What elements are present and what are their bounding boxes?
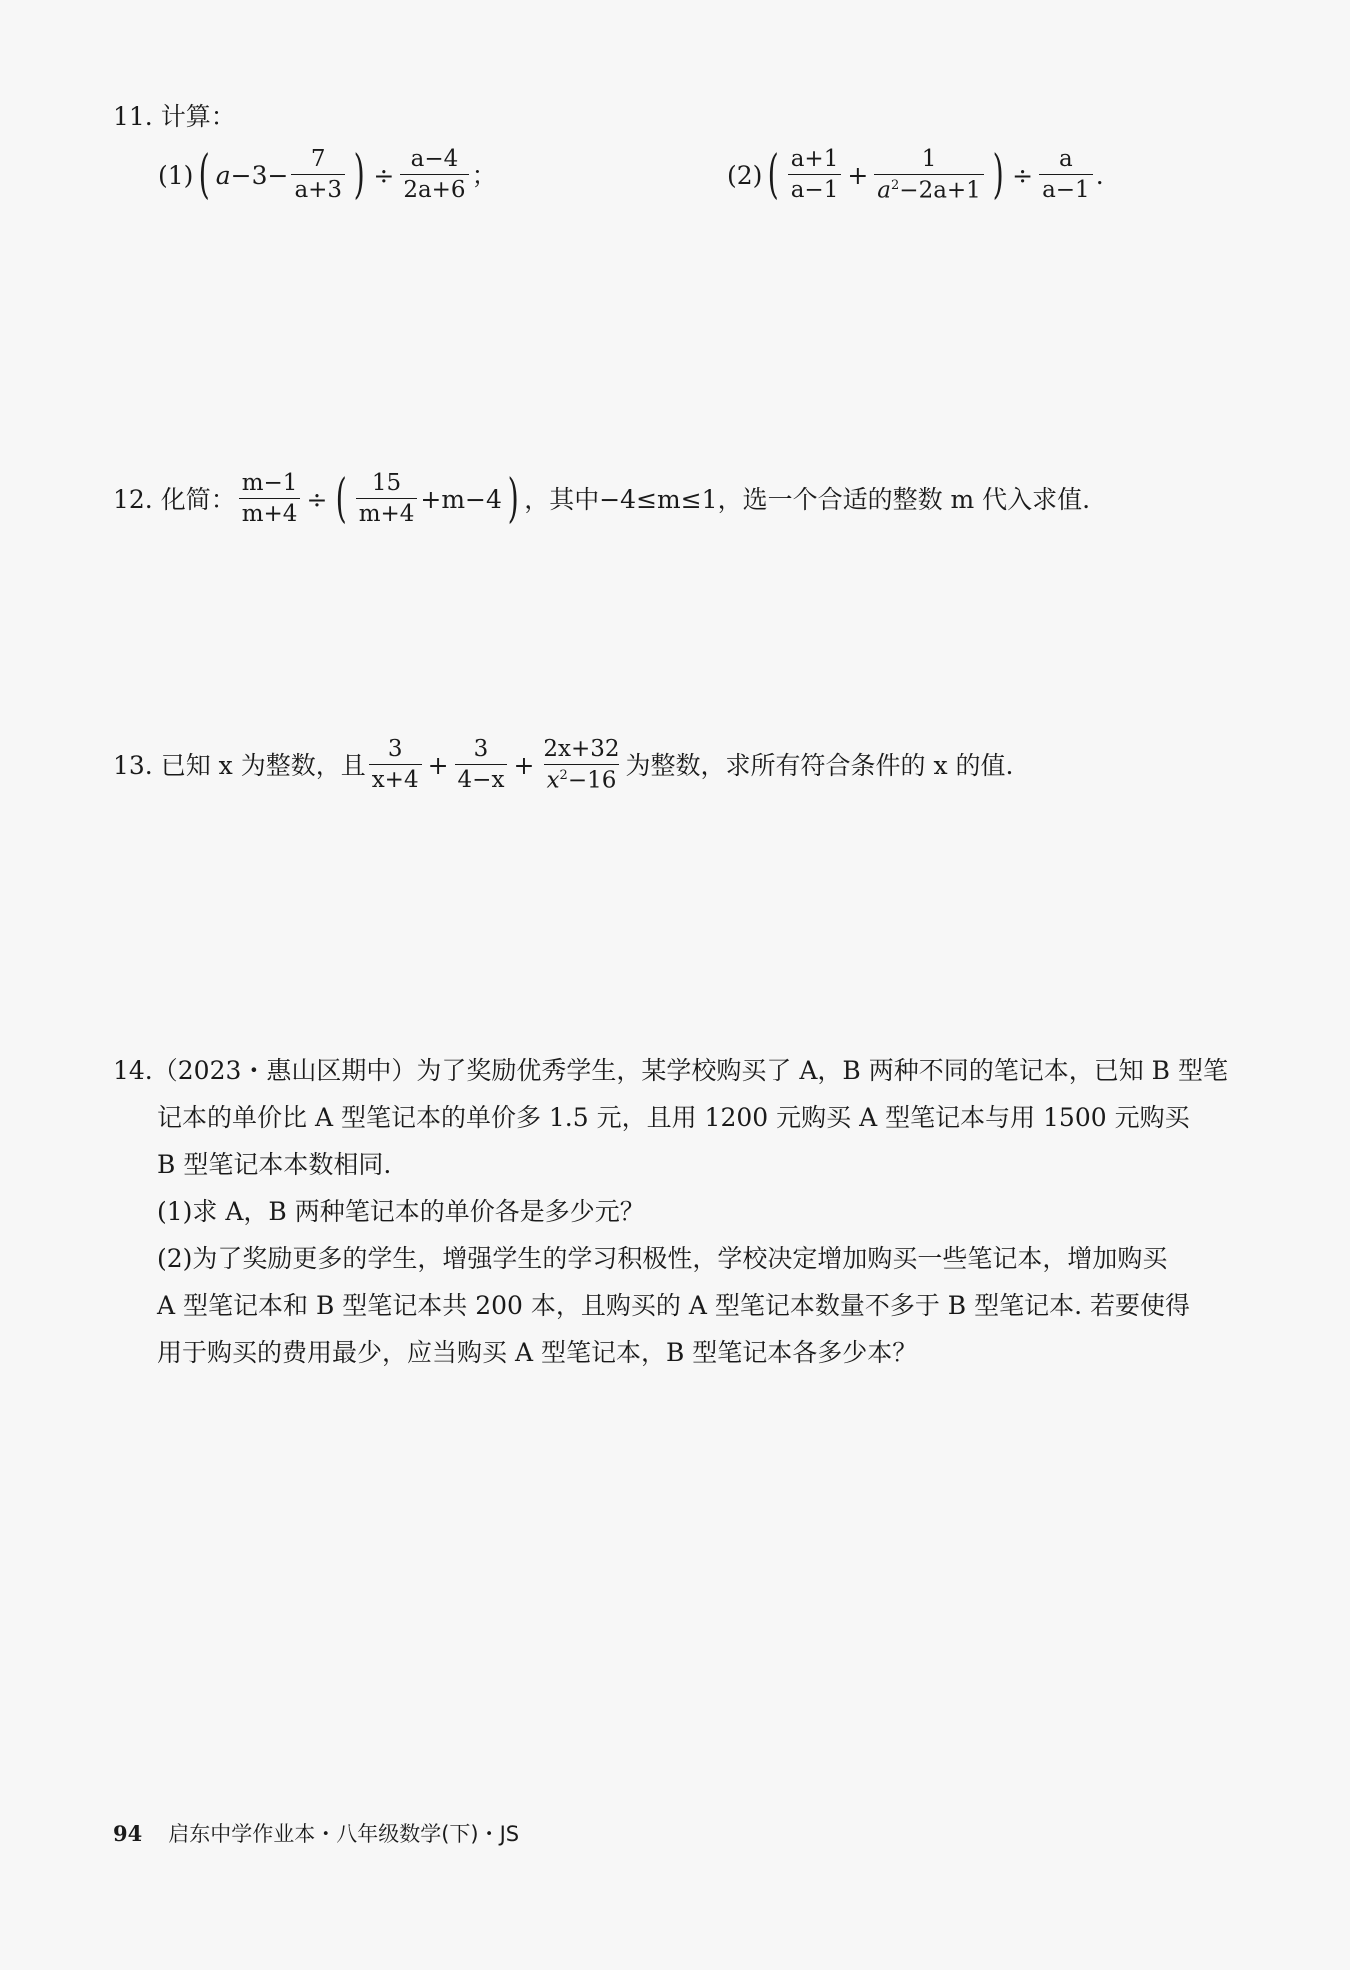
q13: 13. 已知 x 为整数，且 $\frac{3}{x+4}$ + $\frac{3}{4-x}$ + $\frac{2x+32}{x^2-16}$ 为整数，求所有符合条件的 x 的值. — [113, 736, 1014, 794]
book-title: 启东中学作业本・八年级数学(下)・JS — [168, 1822, 520, 1846]
q14-line: 用于购买的费用最少，应当购买 A 型笔记本，B 型笔记本各多少本？ — [157, 1338, 918, 1367]
fraction: $\frac{15}{m+4}$ — [356, 472, 418, 526]
fraction: $\frac{a+1}{a-1}$ — [788, 148, 842, 202]
fraction: $\frac{a-4}{2a+6}$ — [400, 148, 468, 202]
q12: 12. 化简： $\frac{m-1}{m+4}$ ÷ ( $\frac{15}{m+4}$ +m−4 ) ，其中−4≤m≤1，选一个合适的整数 m 代入求值. — [113, 469, 1091, 529]
page-footer — [113, 1818, 519, 1848]
right-paren: ) — [507, 469, 519, 529]
q14-line: 记本的单价比 A 型笔记本的单价多 1.5 元，且用 1200 元购买 A 型笔记本与用 1500 元购买 — [157, 1103, 1190, 1132]
right-paren: ) — [992, 145, 1004, 206]
q11-label: 11. 计算： — [113, 102, 236, 131]
q11-part2: (2) ( $\frac{a+1}{a-1}$ + $\frac{1}{a^2-2a+1}$ ) ÷ $\frac{a}{a-1}$ . — [727, 145, 1104, 206]
left-paren: ( — [198, 145, 211, 205]
q11-part1-tag: (1) — [158, 160, 194, 190]
q14-line: 14.（2023・惠山区期中）为了奖励优秀学生，某学校购买了 A，B 两种不同的笔记本，已知 B 型笔 — [113, 1056, 1228, 1085]
q14-subquestion-1: (1)求 A，B 两种笔记本的单价各是多少元？ — [157, 1197, 645, 1226]
q11-part2-tag: (2) — [727, 160, 763, 190]
fraction: $\frac{1}{a^2-2a+1}$ — [874, 148, 984, 203]
q14-line: A 型笔记本和 B 型笔记本共 200 本，且购买的 A 型笔记本数量不多于 B 型笔记本. 若要使得 — [157, 1291, 1190, 1320]
q14-line: B 型笔记本本数相同. — [157, 1150, 392, 1179]
fraction: $\frac{3}{4-x}$ — [455, 738, 508, 792]
left-paren: ( — [335, 469, 348, 529]
right-paren: ) — [353, 145, 365, 205]
q11-part1: (1) ( a −3− $\frac{7}{a+3}$ ) ÷ $\frac{a-4}{2a+6}$ ； — [158, 145, 497, 205]
q12-label: 12. 化简： — [113, 484, 236, 514]
fraction: $\frac{a}{a-1}$ — [1039, 148, 1093, 202]
q13-label: 13. 已知 x 为整数，且 — [113, 750, 366, 780]
fraction: $\frac{2x+32}{x^2-16}$ — [543, 736, 620, 794]
q14-subquestion-2: (2)为了奖励更多的学生，增强学生的学习积极性，学校决定增加购买一些笔记本，增加购买 — [157, 1244, 1168, 1273]
left-paren: ( — [767, 145, 780, 206]
fraction: $\frac{7}{a+3}$ — [291, 148, 345, 202]
fraction: $\frac{m-1}{m+4}$ — [239, 472, 301, 526]
page-number: 94 — [113, 1820, 143, 1846]
fraction: $\frac{3}{x+4}$ — [369, 738, 422, 792]
q14 — [113, 1047, 1228, 1376]
